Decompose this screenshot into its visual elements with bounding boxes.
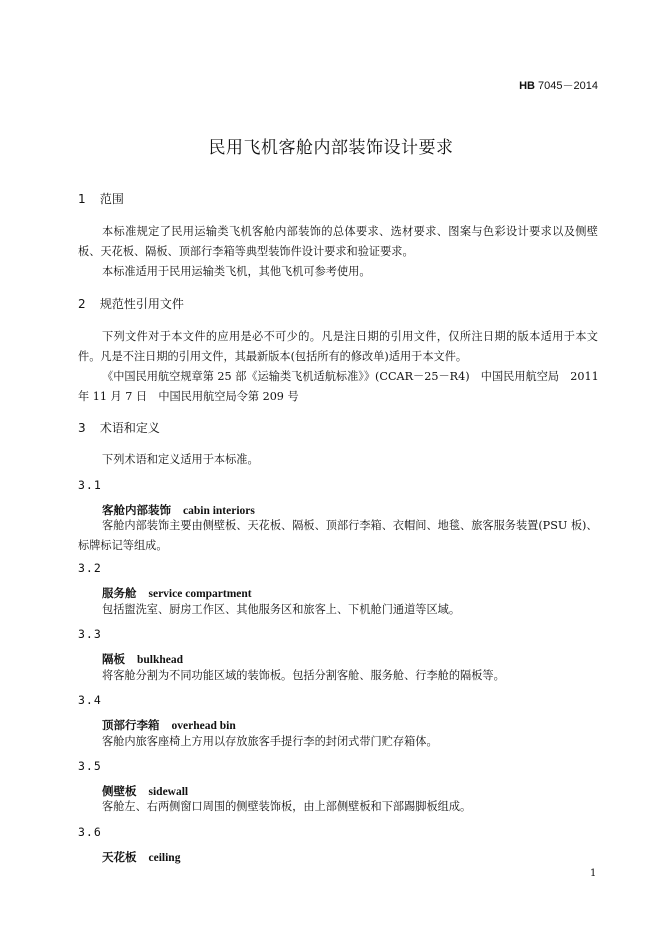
terms-intro bbox=[78, 450, 598, 470]
term-definition bbox=[78, 732, 598, 752]
term-chinese: 隔板 bbox=[102, 652, 125, 666]
term-number: 3.6 bbox=[78, 825, 102, 839]
section-number: 3 bbox=[78, 421, 86, 435]
term-definition bbox=[78, 516, 598, 556]
term-number: 3.3 bbox=[78, 627, 102, 641]
term-number: 3.5 bbox=[78, 759, 102, 773]
term-definition bbox=[78, 797, 598, 817]
term-chinese: 侧壁板 bbox=[102, 784, 137, 798]
term-english: service compartment bbox=[148, 588, 252, 600]
term-english: ceiling bbox=[148, 852, 181, 864]
text-line: 本标准适用于民用运输类飞机，其他飞机可参考使用。 bbox=[102, 265, 371, 278]
text-line: 《中国民用航空规章第 25 部《运输类飞机适航标准》》(CCAR－25－R4) 中国民用航空局 2011 bbox=[102, 370, 599, 383]
term-english: sidewall bbox=[148, 786, 189, 798]
text-line: 下列文件对于本文件的应用是必不可少的。凡是注日期的引用文件，仅所注日期的版本适用于本文 bbox=[102, 330, 598, 343]
section-title: 规范性引用文件 bbox=[99, 297, 184, 311]
section-heading-terms bbox=[78, 419, 160, 436]
term-english: cabin interiors bbox=[183, 505, 255, 517]
text-line: 包括盥洗室、厨房工作区、其他服务区和旅客上、下机舱门通道等区域。 bbox=[102, 603, 461, 616]
term-english: bulkhead bbox=[137, 654, 184, 666]
term-chinese: 服务舱 bbox=[102, 586, 137, 600]
standard-number bbox=[0, 77, 598, 93]
term-number: 3.4 bbox=[78, 693, 102, 707]
section-number: 2 bbox=[78, 297, 86, 311]
text-line: 客舱内旅客座椅上方用以存放旅客手提行李的封闭式带门贮存箱体。 bbox=[102, 735, 438, 748]
text-line: 将客舱分割为不同功能区域的装饰板。包括分割客舱、服务舱、行李舱的隔板等。 bbox=[102, 669, 505, 682]
term-definition bbox=[78, 600, 598, 620]
term-heading bbox=[102, 651, 183, 667]
scope-paragraph-1 bbox=[78, 222, 598, 282]
references-paragraph bbox=[78, 327, 598, 407]
standard-code: 7045－2014 bbox=[538, 80, 598, 92]
section-number: 1 bbox=[78, 192, 86, 206]
text-line: 标牌标记等组成。 bbox=[78, 539, 168, 552]
text-line: 客舱内部装饰主要由侧壁板、天花板、隔板、顶部行李箱、衣帽间、地毯、旅客服务装置(PSU 板)、 bbox=[102, 519, 598, 532]
term-number: 3.1 bbox=[78, 478, 102, 492]
standard-prefix: HB bbox=[519, 80, 535, 92]
section-title: 术语和定义 bbox=[99, 421, 160, 435]
text-line: 客舱左、右两侧窗口周围的侧壁装饰板，由上部侧壁板和下部踢脚板组成。 bbox=[102, 800, 472, 813]
term-number: 3.2 bbox=[78, 561, 102, 575]
term-english: overhead bin bbox=[171, 720, 236, 732]
term-chinese: 顶部行李箱 bbox=[102, 718, 160, 732]
text-line: 下列术语和定义适用于本标准。 bbox=[102, 453, 259, 466]
term-definition bbox=[78, 666, 598, 686]
text-line: 件。凡是不注日期的引用文件，其最新版本(包括所有的修改单)适用于本文件。 bbox=[78, 350, 468, 363]
text-line: 板、天花板、隔板、顶部行李箱等典型装饰件设计要求和验证要求。 bbox=[78, 245, 414, 258]
document-title: 民用飞机客舱内部装饰设计要求 bbox=[208, 138, 454, 158]
term-chinese: 客舱内部装饰 bbox=[102, 503, 171, 517]
section-title: 范围 bbox=[99, 192, 124, 206]
term-heading bbox=[102, 585, 252, 601]
term-heading bbox=[102, 717, 236, 733]
text-line: 本标准规定了民用运输类飞机客舱内部装饰的总体要求、选材要求、图案与色彩设计要求以及侧壁 bbox=[102, 225, 598, 238]
section-heading-scope bbox=[78, 190, 124, 207]
text-line: 年 11 月 7 日 中国民用航空局令第 209 号 bbox=[78, 390, 299, 403]
page-number: 1 bbox=[590, 868, 597, 879]
term-chinese: 天花板 bbox=[102, 850, 137, 864]
term-heading bbox=[102, 849, 180, 865]
section-heading-normative-references bbox=[78, 295, 184, 312]
